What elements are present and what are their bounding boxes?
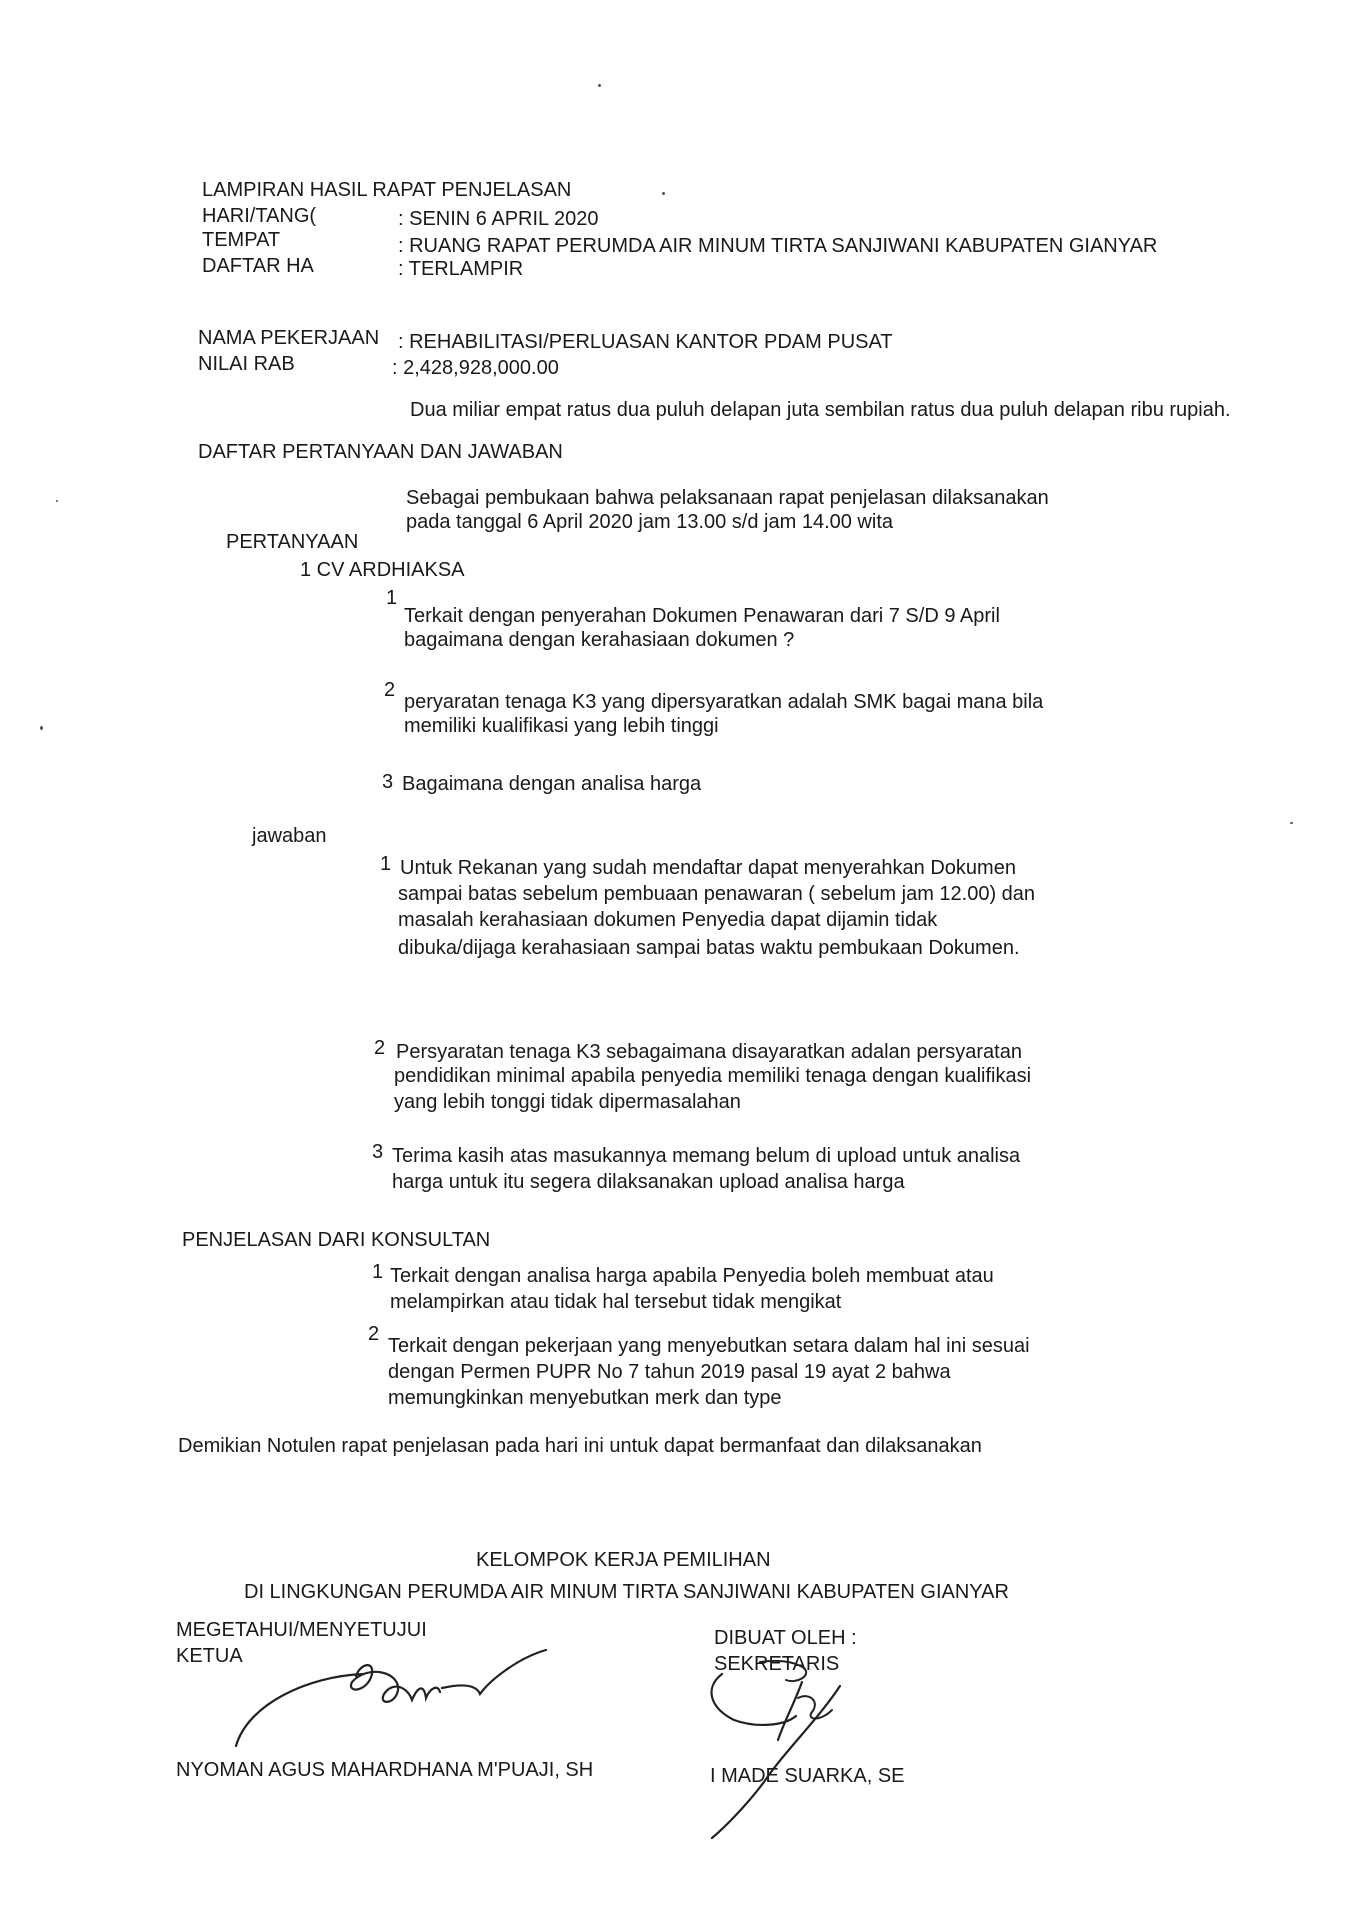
answer-number: 3 [372, 1141, 384, 1163]
header-label-list: DAFTAR HA [202, 255, 314, 277]
answer-text-line: Untuk Rekanan yang sudah mendaftar dapat menyerahkan Dokumen [400, 857, 1016, 879]
answer-text-line: harga untuk itu segera dilaksanakan upload analisa harga [392, 1171, 905, 1193]
answer-number: 1 [380, 853, 392, 875]
rab-label: NILAI RAB [198, 353, 295, 375]
rab-words: Dua miliar empat ratus dua puluh delapan juta sembilan ratus dua puluh delapan ribu rupiah. [410, 399, 1231, 421]
answer-number: 2 [374, 1037, 386, 1059]
header-value-list: : TERLAMPIR [398, 258, 524, 280]
consultant-item-line: dengan Permen PUPR No 7 tahun 2019 pasal 19 ayat 2 bahwa [388, 1361, 951, 1383]
left-approval-line2: KETUA [176, 1645, 243, 1667]
question-text-line: bagaimana dengan kerahasiaan dokumen ? [404, 629, 795, 651]
question-text-line: peryaratan tenaga K3 yang dipersyaratkan adalah SMK bagai mana bila [404, 691, 1044, 713]
questioner: 1 CV ARDHIAKSA [300, 559, 465, 581]
answer-text-line: Terima kasih atas masukannya memang belum di upload untuk analisa [392, 1145, 1021, 1167]
header-value-place: : RUANG RAPAT PERUMDA AIR MINUM TIRTA SANJIWANI KABUPATEN GIANYAR [398, 235, 1158, 257]
question-number: 3 [382, 771, 394, 793]
rab-value: : 2,428,928,000.00 [392, 357, 559, 379]
group-line2: DI LINGKUNGAN PERUMDA AIR MINUM TIRTA SANJIWANI KABUPATEN GIANYAR [244, 1581, 1009, 1603]
left-signatory-name: NYOMAN AGUS MAHARDHANA M'PUAJI, SH [176, 1759, 594, 1781]
header-label-place: TEMPAT [202, 229, 281, 251]
left-approval-line1: MEGETAHUI/MENYETUJUI [176, 1619, 427, 1641]
answer-text-line: dibuka/dijaga kerahasiaan sampai batas waktu pembukaan Dokumen. [398, 937, 1020, 959]
qa-heading: DAFTAR PERTANYAAN DAN JAWABAN [198, 441, 563, 463]
right-signature-graphic [700, 1652, 880, 1842]
right-signatory-name: I MADE SUARKA, SE [710, 1765, 905, 1787]
header-label-day: HARI/TANG( [202, 205, 317, 227]
question-text-line: memiliki kualifikasi yang lebih tinggi [404, 715, 719, 737]
scan-speck [662, 192, 665, 195]
questions-heading: PERTANYAAN [226, 531, 359, 553]
consultant-item-number: 1 [372, 1261, 384, 1283]
scan-speck [56, 500, 58, 502]
consultant-item-line: melampirkan atau tidak hal tersebut tidak mengikat [390, 1291, 842, 1313]
question-number: 2 [384, 679, 396, 701]
job-name-label-text: NAMA PEKERJAAN [198, 327, 380, 349]
answer-text-line: Persyaratan tenaga K3 sebagaimana disayaratkan adalan persyaratan [396, 1041, 1022, 1063]
question-text-line: Bagaimana dengan analisa harga [402, 773, 702, 795]
left-signature-graphic [228, 1644, 558, 1754]
right-maker-line1: DIBUAT OLEH : [714, 1627, 857, 1649]
scan-speck [40, 726, 43, 730]
consultant-heading: PENJELASAN DARI KONSULTAN [182, 1229, 491, 1251]
question-text-line: Terkait dengan penyerahan Dokumen Penawaran dari 7 S/D 9 April [404, 605, 1000, 627]
job-name-value: : REHABILITASI/PERLUASAN KANTOR PDAM PUSAT [398, 331, 893, 353]
consultant-item-number: 2 [368, 1323, 380, 1345]
consultant-item-line: memungkinkan menyebutkan merk dan type [388, 1387, 782, 1409]
scan-speck [598, 84, 601, 87]
qa-opening-line2: pada tanggal 6 April 2020 jam 13.00 s/d jam 14.00 wita [406, 511, 893, 533]
right-maker-line2: SEKRETARIS [714, 1653, 840, 1675]
answer-text-line: sampai batas sebelum pembuaan penawaran ( sebelum jam 12.00) dan [398, 883, 1036, 905]
document-title: LAMPIRAN HASIL RAPAT PENJELASAN [202, 179, 572, 201]
answer-text-line: pendidikan minimal apabila penyedia memiliki tenaga dengan kualifikasi [394, 1065, 1032, 1087]
answer-text-line: masalah kerahasiaan dokumen Penyedia dapat dijamin tidak [398, 909, 938, 931]
answers-heading: jawaban [252, 825, 327, 847]
consultant-item-line: Terkait dengan analisa harga apabila Penyedia boleh membuat atau [390, 1265, 994, 1287]
scan-speck [1290, 822, 1293, 824]
qa-opening-line1: Sebagai pembukaan bahwa pelaksanaan rapat penjelasan dilaksanakan [406, 487, 1049, 509]
header-value-day: : SENIN 6 APRIL 2020 [398, 208, 599, 230]
group-line1: KELOMPOK KERJA PEMILIHAN [476, 1549, 771, 1571]
question-number: 1 [386, 587, 398, 609]
closing-statement: Demikian Notulen rapat penjelasan pada hari ini untuk dapat bermanfaat dan dilaksanakan [178, 1435, 982, 1457]
consultant-item-line: Terkait dengan pekerjaan yang menyebutkan setara dalam hal ini sesuai [388, 1335, 1030, 1357]
answer-text-line: yang lebih tonggi tidak dipermasalahan [394, 1091, 741, 1113]
job-name-label [198, 326, 379, 350]
